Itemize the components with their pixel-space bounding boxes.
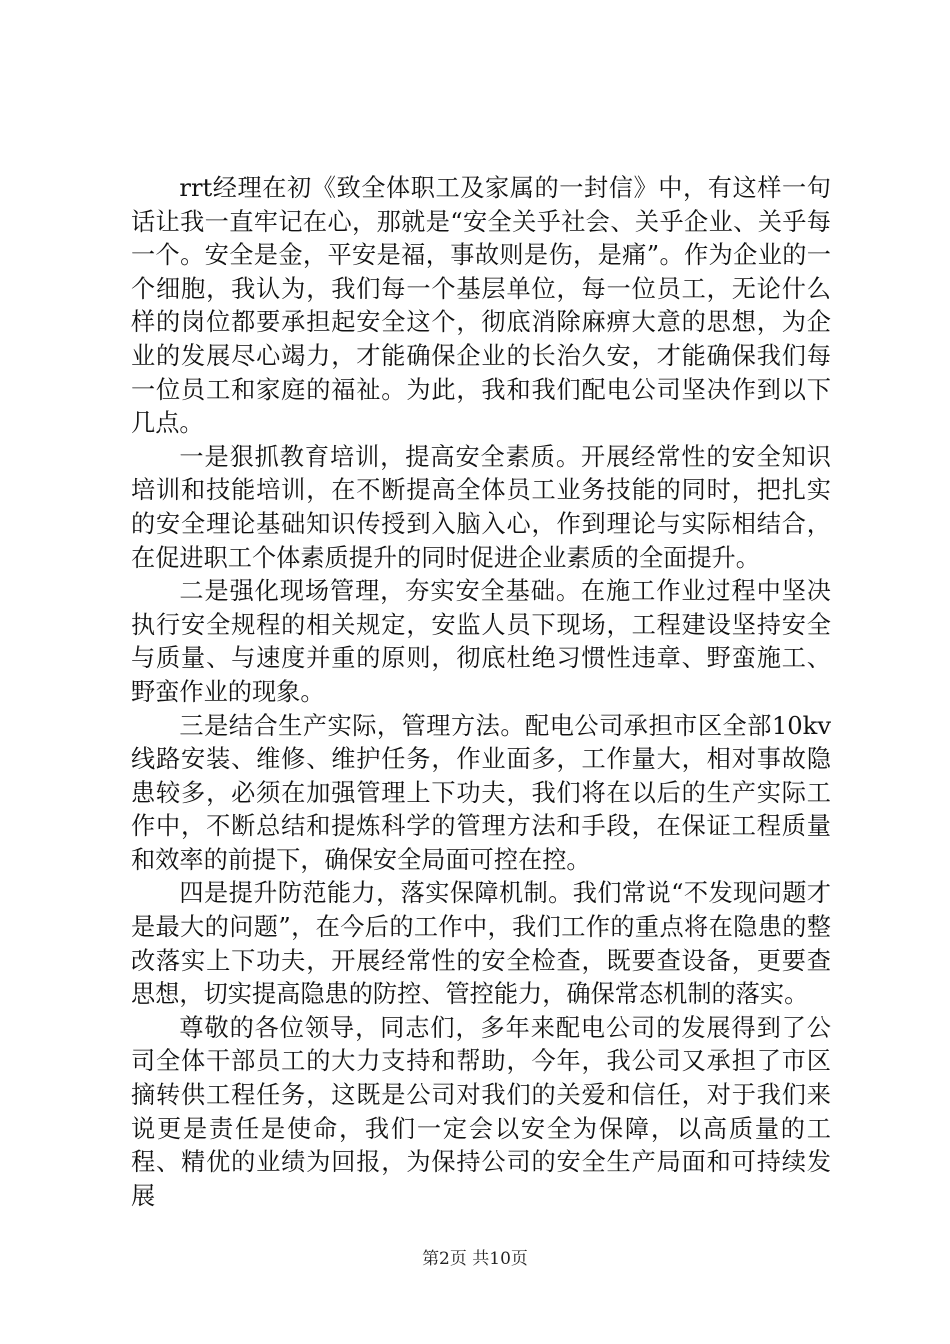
paragraph-closing: 尊敬的各位领导，同志们，多年来配电公司的发展得到了公司全体干部员工的大力支持和帮助，今年，我公司又承担了市区摘转供工程任务，这既是公司对我们的关爱和信任，对于我们来说更是责任是使命，我们一定会以安全为保障，以高质量的工程、精优的业绩为回报，为保持公司的安全生产局面和可持续发展 — [131, 1013, 831, 1210]
paragraph-point-three: 三是结合生产实际，管理方法。配电公司承担市区全部10kv线路安装、维修、维护任务，作业面多，工作量大，相对事故隐患较多，必须在加强管理上下功夫，我们将在以后的生产实际工作中，不断总结和提炼科学的管理方法和手段，在保证工程质量和效率的前提下，确保安全局面可控在控。 — [131, 711, 831, 874]
paragraph-point-one: 一是狠抓教育培训，提高安全素质。开展经常性的安全知识培训和技能培训，在不断提高全体员工业务技能的同时，把扎实的安全理论基础知识传授到入脑入心，作到理论与实际相结合，在促进职工个体素质提升的同时促进企业素质的全面提升。 — [131, 442, 831, 572]
document-body — [131, 172, 831, 1213]
page-number-footer: 第2页 共10页 — [422, 1249, 528, 1269]
paragraph-point-two: 二是强化现场管理，夯实安全基础。在施工作业过程中坚决执行安全规程的相关规定，安监人员下现场，工程建设坚持安全与质量、与速度并重的原则，彻底杜绝习惯性违章、野蛮施工、野蛮作业的现象。 — [131, 577, 831, 706]
paragraph-point-four: 四是提升防范能力，落实保障机制。我们常说“不发现问题才是最大的问题”，在今后的工作中，我们工作的重点将在隐患的整改落实上下功夫，开展经常性的安全检查，既要查设备，更要查思想，切实提高隐患的防控、管控能力，确保常态机制的落实。 — [131, 879, 831, 1009]
paragraph-intro: rrt经理在初《致全体职工及家属的一封信》中，有这样一句话让我一直牢记在心，那就是“安全关乎社会、关乎企业、关乎每一个。安全是金，平安是福，事故则是伤，是痛”。作为企业的一个细胞，我认为，我们每一个基层单位，每一位员工，无论什么样的岗位都要承担起安全这个，彻底消除麻痹大意的思想，为企业的发展尽心竭力，才能确保企业的长治久安，才能确保我们每一位员工和家庭的福祉。为此，我和我们配电公司坚决作到以下几点。 — [131, 174, 831, 438]
